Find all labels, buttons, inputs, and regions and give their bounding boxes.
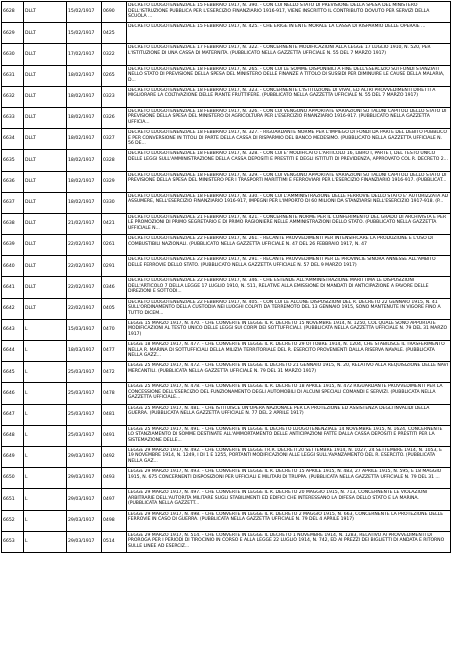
record-id-cell: 6636 [2, 171, 24, 192]
act-type-cell: L [24, 341, 67, 362]
act-description-cell [127, 65, 451, 86]
act-type-cell: L [24, 531, 67, 552]
act-date-cell: 25/03/1917 [67, 362, 102, 383]
record-id-cell: 6635 [2, 150, 24, 171]
act-description-text: LEGGE 29 MARZO 1917, N. 498. - CHE CONVERTE IN LEGGE IL R. DECRETO 2 MAGGIO 1915, N. 663, CONCERNENTE LA PROTEZIONE DELLE FERROVIE IN CASO DI GUERRA. (PUBBLICATA NELLA GAZZETTA UFFICIALE N. 79 DEL 4 APRILE 1917) [128, 511, 444, 522]
act-number-cell: 0481 [102, 404, 127, 425]
act-number-cell: 0478 [102, 383, 127, 404]
table-row[interactable] [2, 510, 451, 531]
act-description-text: DECRETO LUOGOTENENZIALE 18 FEBBRAIO 1917, N. 323. - CONCERNENTE L'ISTITUZIONE DI VIVAI, ED ALTRI PROVVEDIMENTI DIRETTI A MIGLIORARE LA COLTIVAZIONE DELLE PIANTE FRUTTIFERE. (PUBBLICATO NELLA GAZZETTA UFFICIALE N. 55 DEL 7 MARZO 1917) [128, 87, 436, 99]
act-description-text: DECRETO LUOGOTENENZIALE 18 FEBBRAIO 1917, N. 328. - CON CUI E' MODIFICATO L'ARTICOLO 16, LIBRO I, PARTE I, DEL TESTO UNICO DELLE LEGGI SULL'AMMINISTRAZIONE DELLA CASSA DEPOSITI E PRESTITI E DEGLI ISTITUTI DI PREVIDENZA, APPROVATO COL R. DECRETO 2... [128, 151, 448, 162]
act-date-cell: 25/03/1917 [67, 425, 102, 446]
act-description-cell [127, 446, 451, 467]
act-date-cell: 18/02/1917 [67, 171, 102, 192]
table-row[interactable] [2, 468, 451, 489]
act-type-cell: DLLT [24, 277, 67, 298]
act-type-cell: L [24, 446, 67, 467]
act-type-cell: L [24, 489, 67, 510]
table-row[interactable] [2, 213, 451, 234]
act-description-cell [127, 107, 451, 128]
act-description-cell [127, 2, 451, 23]
act-date-cell: 17/02/1917 [67, 44, 102, 65]
act-description-text: DECRETO LUOGOTENENZIALE 18 FEBBRAIO 1917, N. 329. - CON CUI VENGONO APPORTATE VARIAZIONI SU TALUNI CAPITOLI DELLO STATO DI PREVISIONE DELLA SPESA DEL MINISTERO PER I TRASPORTI MARITTIMI E FERROVIARI PER L'ESERCIZIO FINANZIARIO 1916-917. (PUBBLICAT... [128, 172, 447, 183]
table-row[interactable] [2, 86, 451, 107]
act-date-cell: 22/02/1917 [67, 256, 102, 277]
act-date-cell: 25/03/1917 [67, 404, 102, 425]
table-row[interactable] [2, 171, 451, 192]
record-id-cell: 6637 [2, 192, 24, 213]
table-row[interactable] [2, 256, 451, 277]
act-type-cell: DLLT [24, 192, 67, 213]
act-number-cell: 0327 [102, 129, 127, 150]
table-row[interactable] [2, 425, 451, 446]
act-number-cell: 0328 [102, 150, 127, 171]
act-description-text: DECRETO LUOGOTENENZIALE 21 FEBBRAIO 1917, N. 421. - CONCERNENTE NORME PER IL CONFERIMENTO DEL GRADO DI ARCHIVISTA E PER LE PROMOZIONI DI PRIMO SEGRETARIO E DI PRIMO RAGIONIERE NELLE AMMINISTRAZIONI DELLO STATO. (PUBBLICATO NELLA GAZZETTA UFFICIALE N... [128, 214, 446, 231]
table-row[interactable] [2, 192, 451, 213]
act-date-cell: 18/02/1917 [67, 86, 102, 107]
act-description-text: DECRETO LUOGOTENENZIALE 22 FEBBRAIO 1917, N. 261. - RECANTE PROVVEDIMENTI PER INTENSIFICARE LA PRODUZIONE E L'USO DI COMBUSTIBILI NAZIONALI. (PUBBLICATO NELLA GAZZETTA UFFICIALE N. 47 DEL 26 FEBBRAIO 1917, N. 47 [128, 236, 433, 247]
act-description-cell [127, 468, 451, 489]
act-type-cell: L [24, 383, 67, 404]
record-id-cell: 6647 [2, 404, 24, 425]
record-id-cell: 6631 [2, 65, 24, 86]
act-description-cell [127, 362, 451, 383]
record-id-cell: 6643 [2, 319, 24, 340]
act-type-cell: DLLT [24, 298, 67, 319]
act-number-cell: 0329 [102, 171, 127, 192]
act-type-cell: L [24, 319, 67, 340]
record-id-cell: 6634 [2, 129, 24, 150]
record-id-cell: 6633 [2, 107, 24, 128]
table-row[interactable] [2, 319, 451, 340]
act-description-cell [127, 404, 451, 425]
act-number-cell: 0261 [102, 235, 127, 256]
table-row[interactable] [2, 298, 451, 319]
act-number-cell: 0265 [102, 65, 127, 86]
act-description-cell [127, 235, 451, 256]
act-description-text: DECRETO LUOGOTENENZIALE 18 FEBBRAIO 1917, N. 326. - CON CUI VENGONO APPORTATE VARIAZIONI SU TALUNI CAPITOLI DELLO STATO DI PREVISIONE DELLA SPESA DEL MINISTERO DI AGRICOLTURA PER L'ESERCIZIO FINANZIARIO 1916-917. (PUBBLICATO NELLA GAZZETTA UFFICIA... [128, 108, 447, 125]
table-row[interactable] [2, 65, 451, 86]
act-date-cell: 21/02/1917 [67, 213, 102, 234]
act-date-cell: 18/02/1917 [67, 65, 102, 86]
act-type-cell: L [24, 425, 67, 446]
act-description-text: DECRETO LUOGOTENENZIALE 22 FEBBRAIO 1917, N. 346. - CHE ESTENDE ALL'AMMINISTRAZIONE MARITTIMA LE DISPOSIZIONI DELL'ARTICOLO 7 DELLA LEGGE 17 LUGLIO 1910, N. 511, RELATIVE ALLA EMISSIONE DI MANDATI DI ANTICIPAZIONE A FAVORE DELLE DIREZIONI E SOTTODI... [128, 278, 429, 295]
act-description-text: LEGGE 29 MARZO 1917, N. 493. - CHE CONVERTE IN LEGGE IL R. DECRETO 15 APRILE 1915, N. 483, 27 APRILE 1915, N. 595, E 18 MAGGIO 1915, N. 675 CONCERNENTI DISPOSIZIONI PER UFFICIALI E MILITARI DI TRUPPA. (PUBBLICATA NELLA GAZZETTA UFFICIALE N. 79 DEL 31 ... [128, 469, 442, 480]
act-description-cell [127, 86, 451, 107]
act-description-cell [127, 213, 451, 234]
table-row[interactable] [2, 44, 451, 65]
act-description-text: DECRETO LUOGOTENENZIALE 15 FEBBRAIO 1917, N. 425. - CHE ERIGE IN ENTE MORALE LA CASSA DI RISPARMIO DELLE OPERAIE ... [128, 24, 426, 30]
act-date-cell: 22/02/1917 [67, 277, 102, 298]
record-id-cell: 6639 [2, 235, 24, 256]
act-number-cell: 0470 [102, 319, 127, 340]
act-number-cell: 0477 [102, 341, 127, 362]
act-type-cell: DLLT [24, 256, 67, 277]
act-number-cell: 0514 [102, 531, 127, 552]
act-type-cell: DLLT [24, 2, 67, 23]
act-number-cell: 0497 [102, 489, 127, 510]
act-description-cell [127, 383, 451, 404]
act-description-text: DECRETO LUOGOTENENZIALE 22 FEBBRAIO 1917, N. 405. - CON CUI LE ALCUNE DISPOSIZIONI DEL R. DECRETO 22 GENNAIO 1915, N. 41 SULL'ORDINAMENTO DELLA CUSTODIA NEI LUOGHI COLPITI DA TERREMOTO DEL 13 GENNAIO 1915, SONO MANTENUTE IN VIGORE FINO A TUTTO DICEM... [128, 299, 441, 316]
act-number-cell: 0472 [102, 362, 127, 383]
act-number-cell: 0346 [102, 277, 127, 298]
act-number-cell: 0326 [102, 107, 127, 128]
act-date-cell: 29/03/1917 [67, 489, 102, 510]
act-number-cell: 0405 [102, 298, 127, 319]
act-number-cell: 0491 [102, 425, 127, 446]
act-type-cell: L [24, 404, 67, 425]
act-description-cell [127, 129, 451, 150]
act-number-cell: 0330 [102, 192, 127, 213]
act-date-cell: 29/03/1917 [67, 446, 102, 467]
act-description-cell [127, 298, 451, 319]
act-date-cell: 29/03/1917 [67, 531, 102, 552]
act-date-cell: 18/02/1917 [67, 150, 102, 171]
record-id-cell: 6649 [2, 446, 24, 467]
table-row[interactable] [2, 23, 451, 44]
record-id-cell: 6642 [2, 298, 24, 319]
decree-table [1, 1, 451, 553]
table-row[interactable] [2, 362, 451, 383]
act-type-cell: DLLT [24, 171, 67, 192]
table-row[interactable] [2, 341, 451, 362]
act-number-cell: 0425 [102, 23, 127, 44]
act-type-cell: DLLT [24, 235, 67, 256]
act-description-text: LEGGE 25 MARZO 1917, N. 478. - CHE CONVERTE IN LEGGE IL R. DECRETO 18 APRILE 1915, N. 472 RIGUARDANTE PROVVEDIMENTI PER LA CONCESSIONE DELL'ESERCIZIO DEL FUNZIONAMENTO DEGLI AUTOMOBILI DI ALCUNI SPECIALI COMANDI E SERVIZI. (PUBBLICATA NELLA GAZZETTA UFFICIALE... [128, 384, 443, 401]
table-row[interactable] [2, 489, 451, 510]
table-row[interactable] [2, 531, 451, 552]
act-description-cell [127, 277, 451, 298]
act-description-text: LEGGE 18 MARZO 1917, N. 477. - CHE CONVERTE IN LEGGE IL R. DECRETO 29 OTTOBRE 1914, N. 1204, CHE STABILISCE IL TRASFERIMENTO NELLA R. MARINA DI SOTTUFFICIALI DELLA MILIZIA TERRITORIALE DEL R. ESERCITO PROVENIENTI DALLA RISERVA NAVALE. (PUBBLICATA NELLA GAZZ... [128, 342, 445, 358]
legislation-register [1, 1, 451, 651]
act-number-cell: 0498 [102, 510, 127, 531]
table-row[interactable] [2, 446, 451, 467]
record-id-cell: 6629 [2, 23, 24, 44]
table-row[interactable] [2, 404, 451, 425]
act-description-text: DECRETO LUOGOTENENZIALE 22 FEBBRAIO 1917, N. 291. - RECANTE PROVVEDIMENTI PER LE PROVINCIE SINORA ANNESSE ALL'AMBITO DELLE FERROVIE DELLO STATO. (PUBBLICATO NELLA GAZZETTA UFFICIALE N. 57 DEL 9 MARZO 1917) [128, 257, 436, 268]
act-description-text: DECRETO LUOGOTENENZIALE 18 FEBBRAIO 1917, N. 330. - CON CUI L'AMMINISTRAZIONE DELLE FERROVIE DELLO STATO E' AUTORIZZATA AD ASSUMERE, NELL'ESERCIZIO FINANZIARIO 1916-917, IMPEGNI PER L'IMPORTO DI 60 MILIONI DA STANZIARSI NELL'ESERCIZIO 1917-918. (P... [128, 193, 449, 205]
act-description-text: LEGGE 25 MARZO 1917, N. 491. - CHE CONVERTE IN LEGGE IL DECRETO LUOGOTENENZIALE 14 NOVEMBRE 1915, N. 1624, CONCERNENTE LO STANZIAMENTO DI SOMME DESTINATE ALL'AMMORTAMENTO DELLE ANTICIPAZIONI FATTE DALLA CASSA DEPOSITI E PRESTITI PER LA SISTEMAZIONE DELLE... [128, 426, 443, 443]
table-row[interactable] [2, 277, 451, 298]
act-date-cell: 29/03/1917 [67, 468, 102, 489]
act-description-text: DECRETO LUOGOTENENZIALE 17 FEBBRAIO 1917, N. 322. - CONCERNENTE MODIFICAZIONI ALLA LEGGE 17 LUGLIO 1910, N. 520, PER L'ISTITUZIONE DI UNA CASSA DI MATERNITA. (PUBBLICATO NELLA GAZZETTA UFFICIALE N. 55 DEL 7 MARZO 1917) [128, 45, 431, 56]
act-date-cell: 15/02/1917 [67, 23, 102, 44]
act-number-cell: 0493 [102, 468, 127, 489]
act-number-cell: 0323 [102, 86, 127, 107]
act-type-cell: DLLT [24, 129, 67, 150]
table-row[interactable] [2, 383, 451, 404]
act-date-cell: 18/03/1917 [67, 341, 102, 362]
act-description-cell [127, 510, 451, 531]
act-type-cell: L [24, 362, 67, 383]
act-description-text: LEGGE 29 MARZO 1917, N. 492. - CHE CONVERTE IN LEGGE I R.R. DECRETI 20 SETTEMBRE 1914, N. 1027, 24 SETTEMBRE 1914, N. 1053, E 19 NOVEMBRE 1914, N. 1249, I DI 1 E 1255, PORTANTI MODIFICAZIONI ALLE LEGGI SULL'AVANZAMENTO DEL R. ESERCITO. (PUBBLICATA NELLA GAZ... [128, 447, 442, 464]
act-description-cell [127, 44, 451, 65]
act-description-cell [127, 171, 451, 192]
act-type-cell: L [24, 468, 67, 489]
act-date-cell: 18/02/1917 [67, 192, 102, 213]
act-type-cell: DLLT [24, 150, 67, 171]
record-id-cell: 6646 [2, 383, 24, 404]
record-id-cell: 6628 [2, 2, 24, 23]
act-number-cell: 0291 [102, 256, 127, 277]
act-date-cell: 18/02/1917 [67, 129, 102, 150]
record-id-cell: 6651 [2, 489, 24, 510]
table-row[interactable] [2, 235, 451, 256]
record-id-cell: 6640 [2, 256, 24, 277]
act-description-cell [127, 319, 451, 340]
record-id-cell: 6630 [2, 44, 24, 65]
act-number-cell: 0690 [102, 2, 127, 23]
table-row[interactable] [2, 107, 451, 128]
act-date-cell: 15/03/1917 [67, 319, 102, 340]
record-id-cell: 6644 [2, 341, 24, 362]
act-description-cell [127, 489, 451, 510]
act-date-cell: 18/02/1917 [67, 107, 102, 128]
act-description-cell [127, 192, 451, 213]
act-description-text: LEGGE 25 MARZO 1917, N. 481. - CHE ISTITUISCE UN'OPERA NAZIONALE PER LA PROTEZIONE ED ASSISTENZA DEGLI INVALIDI DELLA GUERRA. (PUBBLICATA NELLA GAZZETTA UFFICIALE N. 77 DEL 2 APRILE 1917) [128, 405, 430, 417]
act-description-text: LEGGE 25 MARZO 1917, N. 472. - CHE CONVERTE IN LEGGE IL DECRETO 21 GENNAIO 1915, N. 20, RELATIVO ALLA REQUISIZIONE DELLE NAVI MERCANTILI. (PUBBLICATA NELLA GAZZETTA UFFICIALE N. 79 DEL 31 MARZO 1917) [128, 363, 448, 374]
act-description-text: DECRETO LUOGOTENENZIALE 18 FEBBRAIO 1917, N. 265. - CON CUI LE SOMME DISPONIBILI A FINE DELL'ESERCIZIO SUI FONDI STANZIATI NELLO STATO DI PREVISIONE DELLA SPESA DEL MINISTERO DELLE FINANZE A TITOLO DI SUSSIDI PER DIMINUIRE LE CAUSE DELLA MALARIA, D... [128, 66, 445, 83]
act-type-cell: DLLT [24, 213, 67, 234]
act-number-cell: 0322 [102, 44, 127, 65]
act-description-cell [127, 23, 451, 44]
record-id-cell: 6653 [2, 531, 24, 552]
act-date-cell: 29/03/1917 [67, 510, 102, 531]
act-date-cell: 22/02/1917 [67, 298, 102, 319]
act-description-text: DECRETO LUOGOTENENZIALE 15 FEBBRAIO 1917, N. 390. - CON CUI NELLO STATO DI PREVISIONE DELLA SPESA DEL MINISTERO DELL'ISTRUZIONE PUBBLICA PER L'ESERCIZIO FINANZIARIO 1916-917, VIENE INSCRITTO IL CONTRIBUTO DOVUTO PER SERVIZI DELLA SCUOLA ... [128, 3, 430, 19]
decree-table-body [2, 2, 451, 553]
record-id-cell: 6648 [2, 425, 24, 446]
act-description-text: LEGGE 15 MARZO 1917, N. 470. - CHE CONVERTE IN LEGGE IL R. DECRETO 15 NOVEMBRE 1914, N. 1250, COL QUALE SONO APPORTATE MODIFICAZIONI AL TESTO UNICO DELLE LEGGI SUI CORPI DEI SOTTUFFICIALI. (PUBBLICATA NELLA GAZZETTA UFFICIALE N. 79 DEL 31 MARZO 1917) [128, 320, 448, 337]
act-type-cell: L [24, 510, 67, 531]
record-id-cell: 6632 [2, 86, 24, 107]
act-description-text: LEGGE 29 MARZO 1917, N. 514. - CHE CONVERTE IN LEGGE IL DECRETO 1 NOVEMBRE 1914, N. 1283, RELATIVO AI PROVVEDIMENTI DI PROROGA PER I PERIODI DI TIROCINIO IN CORSO E ALLA LEGGE 22 LUGLIO 1914, N. 742, ED AI PREZZI DEI BIGLIETTI DI ANDATA E RITORNO SULLE LINEE AD ESERCIZ... [128, 532, 445, 549]
table-row[interactable] [2, 150, 451, 171]
record-id-cell: 6652 [2, 510, 24, 531]
act-type-cell: DLLT [24, 107, 67, 128]
act-number-cell: 0421 [102, 213, 127, 234]
act-date-cell: 25/03/1917 [67, 383, 102, 404]
act-date-cell: 22/02/1917 [67, 235, 102, 256]
act-description-cell [127, 425, 451, 446]
record-id-cell: 6650 [2, 468, 24, 489]
act-description-cell [127, 150, 451, 171]
act-description-text: LEGGE 29 MARZO 1917, N. 497. - CHE CONVERTE IN LEGGE IL R. DECRETO 20 MAGGIO 1915, N. 713, CONCERNENTE LE VIOLAZIONI ARBITRARIE DELL'AUTORITA MILITARE SUGLI STABILIMENTI ED EDIFICI CHE INTERESSANO LA DIFESA DELLO STATO E LA MARINA. (PUBBLICATA NELLA GAZZETT... [128, 490, 428, 507]
act-type-cell: DLLT [24, 44, 67, 65]
table-row[interactable] [2, 129, 451, 150]
table-row[interactable] [2, 2, 451, 23]
act-description-text: DECRETO LUOGOTENENZIALE 18 FEBBRAIO 1917, N. 327. - RIGUARDANTE NORME PER L'IMPIEGO DI FONDI DA PARTE DEL DEBITO PUBBLICO E PER CONVERSIONE IN TITOLI DI PARTE DELLA CASSA DI RISPARMIO DEL BANCO MEDESIMO. (PUBBLICATO NELLA GAZZETTA UFFICIALE N. 56 DE... [128, 130, 447, 147]
act-date-cell: 15/02/1917 [67, 2, 102, 23]
act-type-cell: DLLT [24, 65, 67, 86]
record-id-cell: 6645 [2, 362, 24, 383]
record-id-cell: 6641 [2, 277, 24, 298]
act-number-cell: 0492 [102, 446, 127, 467]
act-description-cell [127, 531, 451, 552]
act-type-cell: DLLT [24, 86, 67, 107]
act-description-cell [127, 341, 451, 362]
act-type-cell: DLLT [24, 23, 67, 44]
act-description-cell [127, 256, 451, 277]
record-id-cell: 6638 [2, 213, 24, 234]
